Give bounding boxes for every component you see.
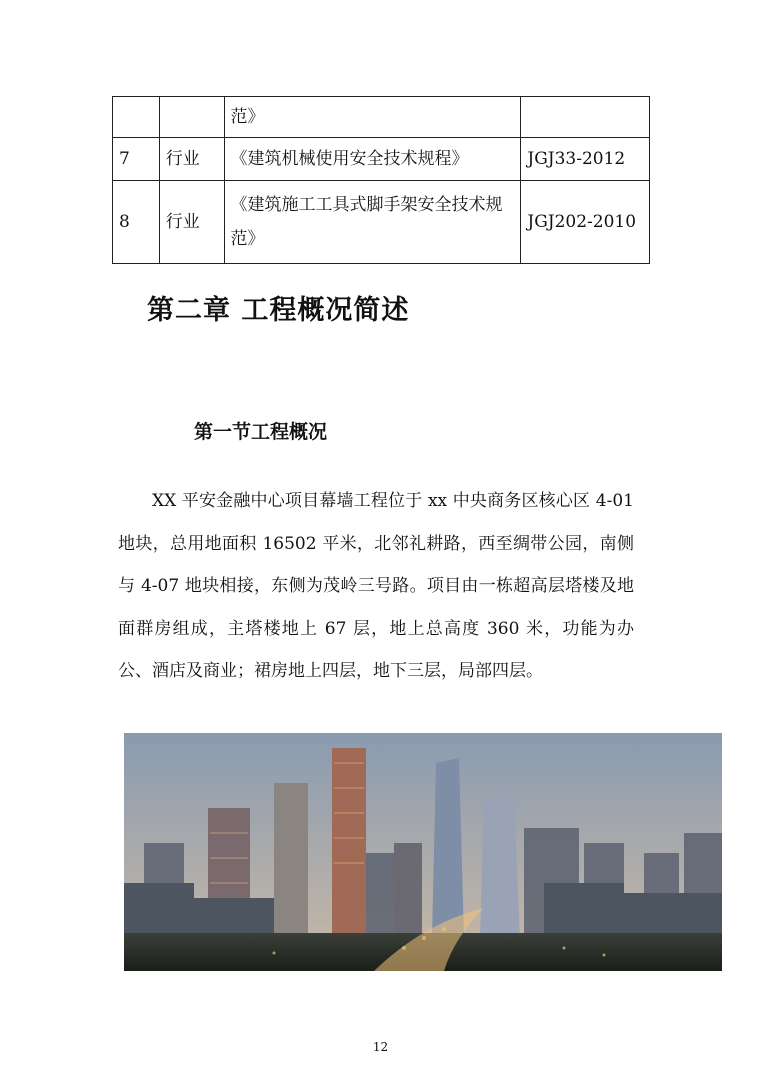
- row-category: [159, 97, 224, 138]
- table-row: [113, 97, 650, 138]
- skyline-illustration: [124, 733, 722, 971]
- row-number: 8: [113, 181, 160, 264]
- row-standard-code: JGJ33-2012: [521, 138, 650, 181]
- row-standard-code: [521, 97, 650, 138]
- chapter-title: 第二章 工程概况简述: [147, 295, 410, 326]
- row-number: [113, 97, 160, 138]
- project-overview-paragraph: XX 平安金融中心项目幕墙工程位于 xx 中央商务区核心区 4-01 地块，总用地面积 16502 平米，北邻礼耕路，西至绸带公园，南侧与 4-07 地块相接，东侧为茂岭三号路。项目由一栋超高层塔楼及地面群房组成，主塔楼地上 67 层，地上总高度 360 米，功能为办公、酒店及商业；裙房地上四层，地下三层，局部四层。: [118, 491, 634, 681]
- row-category: 行业: [159, 138, 224, 181]
- table-row: [113, 138, 650, 181]
- row-number: 7: [113, 138, 160, 181]
- standards-table: [112, 96, 650, 264]
- row-standard-code: JGJ202-2010: [521, 181, 650, 264]
- row-category: 行业: [159, 181, 224, 264]
- row-standard-name: 范》: [224, 97, 521, 138]
- page-number: 12: [372, 1040, 389, 1054]
- city-skyline-photo: [124, 733, 722, 971]
- section-title: 第一节工程概况: [194, 421, 328, 443]
- table-row: [113, 181, 650, 264]
- row-standard-name: 《建筑机械使用安全技术规程》: [224, 138, 521, 181]
- row-standard-name: 《建筑施工工具式脚手架安全技术规范》: [224, 181, 521, 264]
